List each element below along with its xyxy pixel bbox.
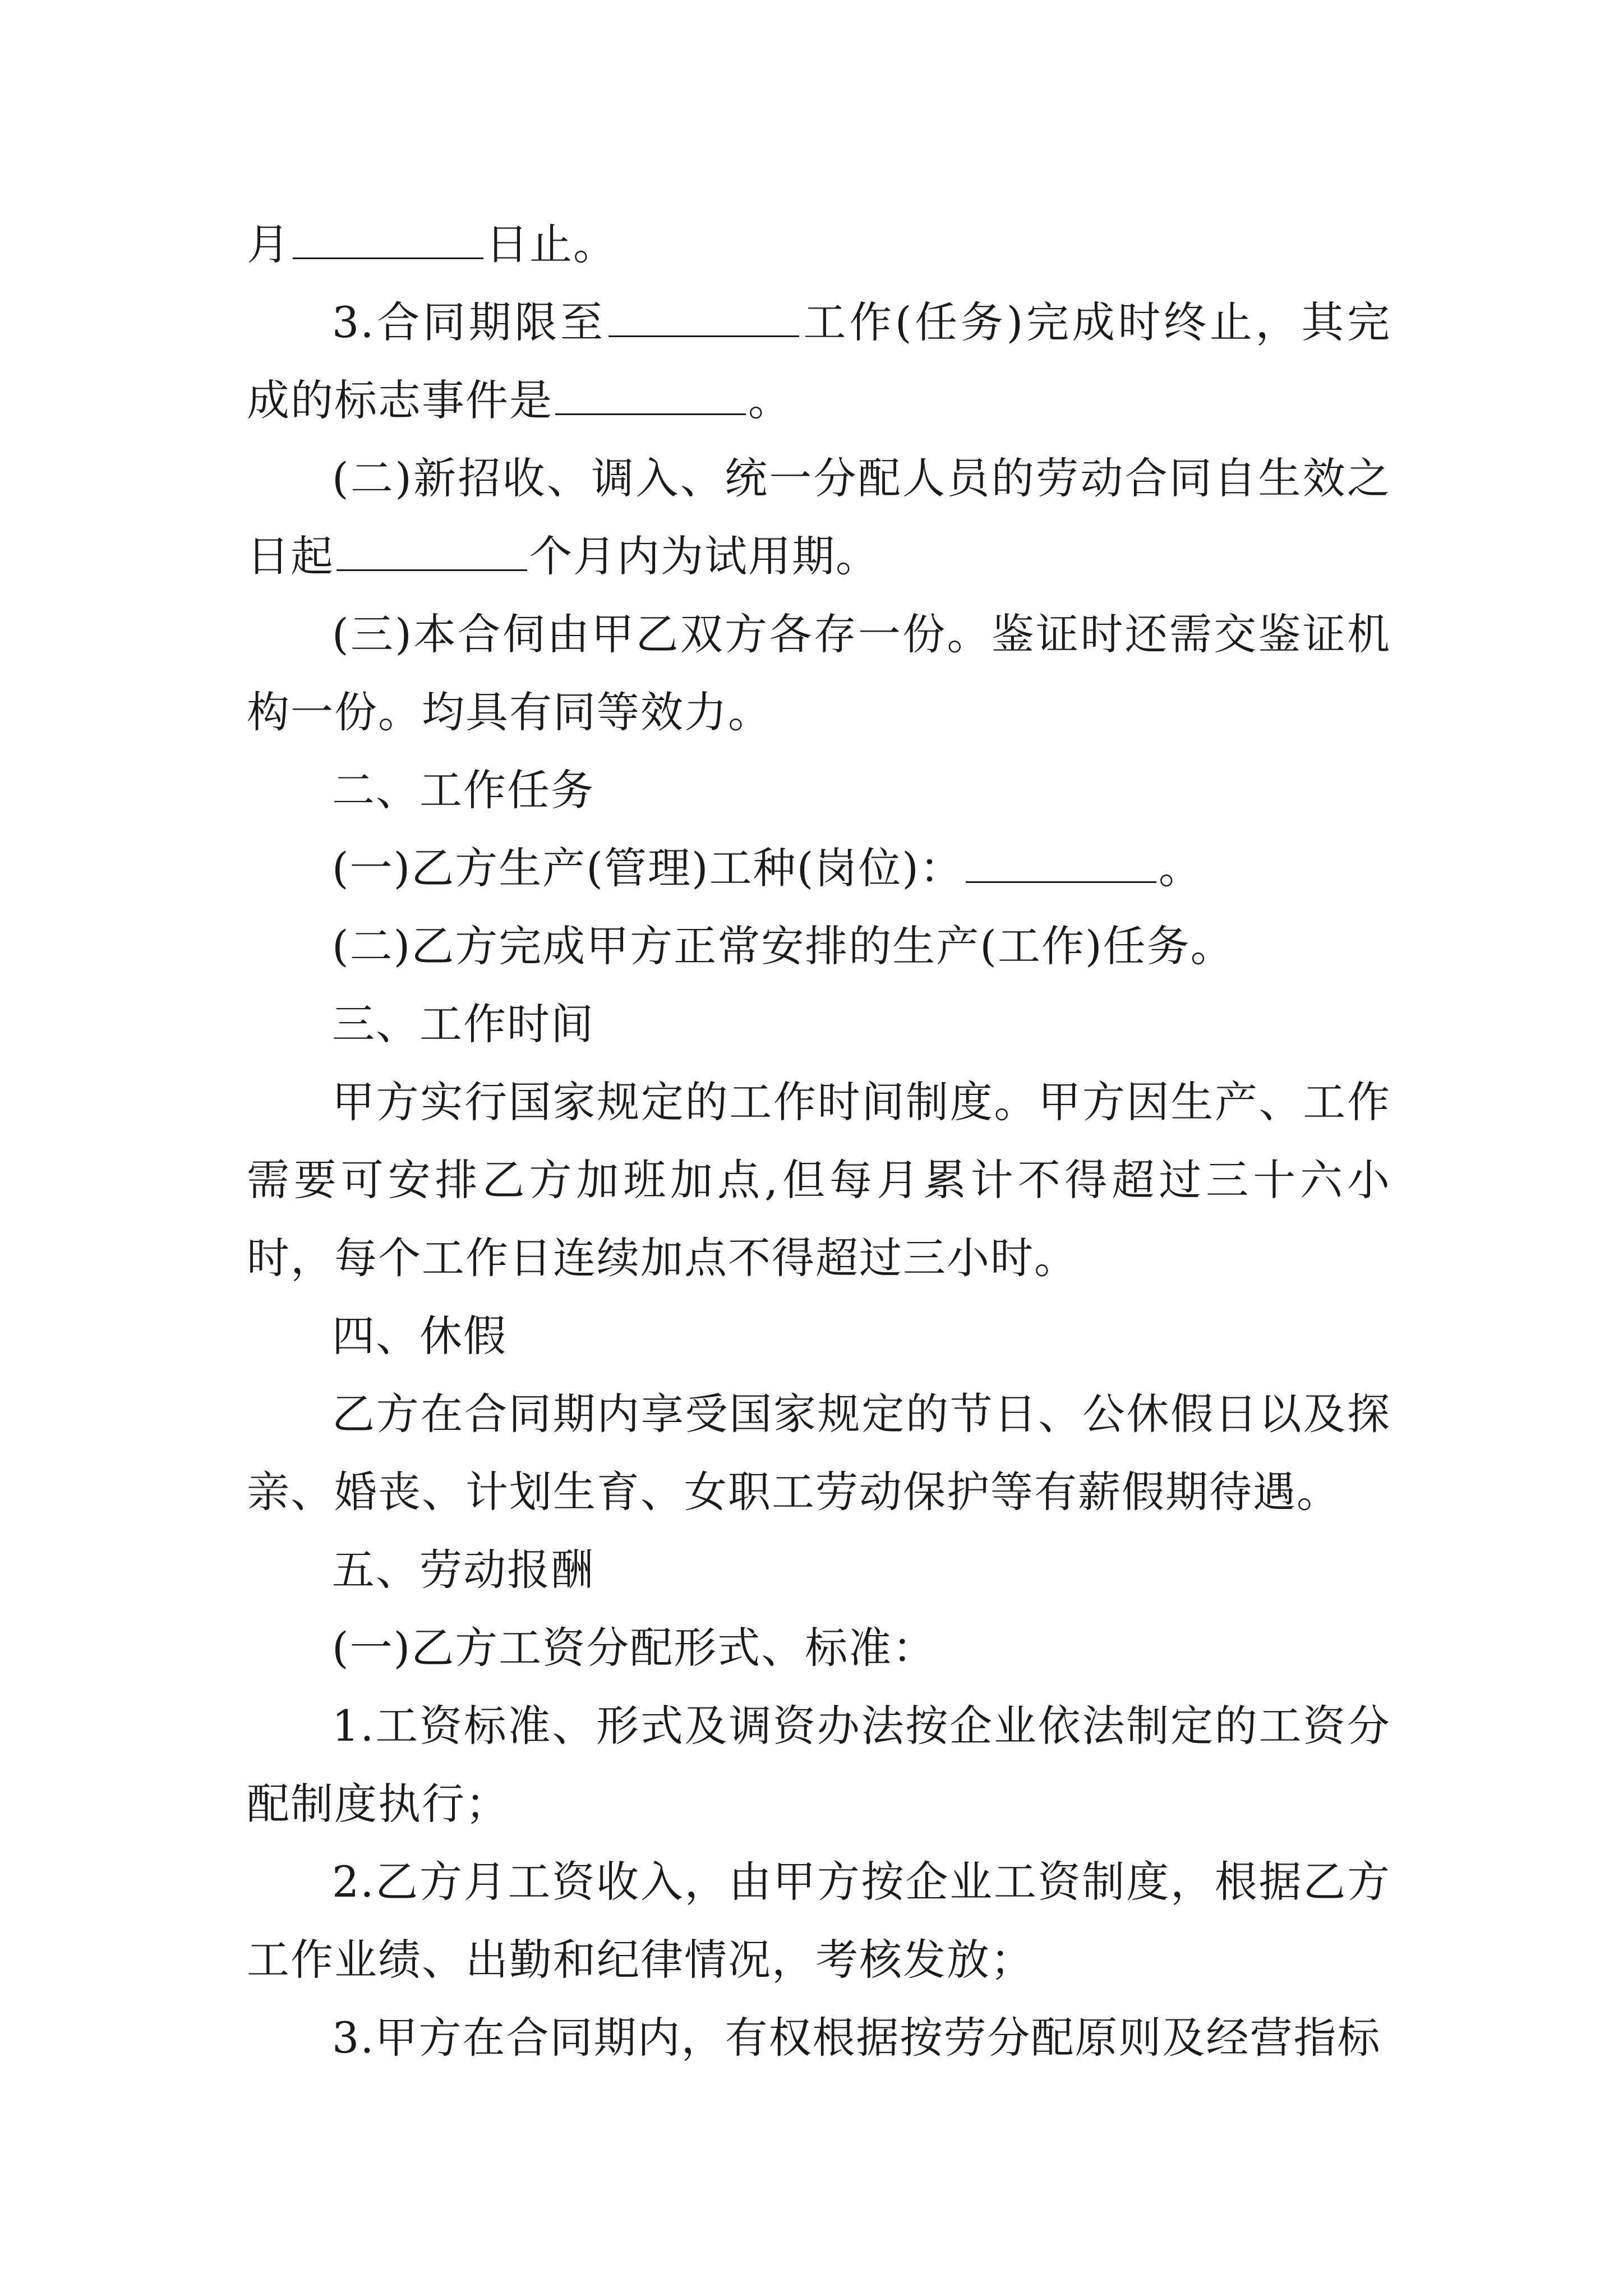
paragraph-text: 二、工作任务 <box>332 765 594 815</box>
paragraph-text: 日止。 <box>486 219 617 269</box>
paragraph <box>247 1375 1391 1531</box>
paragraph-text: (一)乙方生产(管理)工种(岗位)： <box>332 843 963 893</box>
paragraph-text: 三、工作时间 <box>332 999 594 1049</box>
paragraph <box>247 1843 1391 1999</box>
paragraph-text: 1.工资标准、形式及调资办法按企业依法制定的工资分配制度执行； <box>247 1701 1391 1829</box>
paragraph-text: 乙方在合同期内享受国家规定的节日、公休假日以及探亲、婚丧、计划生育、女职工劳动保护等有薪假期待遇。 <box>247 1389 1391 1517</box>
fill-in-blank <box>966 848 1156 883</box>
paragraph <box>247 205 1391 283</box>
fill-in-blank <box>336 536 527 571</box>
paragraph-text: (三)本合伺由甲乙双方各存一份。鉴证时还需交鉴证机构一份。均具有同等效力。 <box>247 609 1391 737</box>
paragraph <box>247 283 1391 439</box>
paragraph-text: 3.合同期限至 <box>332 297 606 347</box>
paragraph <box>247 1063 1391 1297</box>
paragraph <box>247 1609 1391 1687</box>
paragraph-text: 。 <box>748 375 792 425</box>
paragraph <box>247 907 1391 985</box>
paragraph <box>247 1297 1391 1375</box>
paragraph-text: 四、休假 <box>332 1311 507 1361</box>
contract-text-body <box>247 205 1391 2077</box>
paragraph-text: 五、劳动报酬 <box>332 1545 594 1595</box>
paragraph <box>247 1531 1391 1609</box>
paragraph-text: 3.甲方在合同期内，有权根据按劳分配原则及经营指标 <box>332 2013 1381 2063</box>
paragraph <box>247 439 1391 595</box>
paragraph-text: 月 <box>247 219 291 269</box>
paragraph <box>247 1999 1391 2077</box>
paragraph <box>247 829 1391 907</box>
paragraph-text: 2.乙方月工资收入，由甲方按企业工资制度，根据乙方工作业绩、出勤和纪律情况，考核发放； <box>247 1857 1391 1985</box>
paragraph <box>247 751 1391 829</box>
paragraph <box>247 595 1391 751</box>
paragraph-text: (二)新招收、调入、统一分配人员的劳动合同自生效之日起 <box>247 453 1391 581</box>
fill-in-blank <box>293 224 483 259</box>
paragraph-text: 工作(任务)完成时终止，其完成的标志事件是 <box>247 297 1391 425</box>
paragraph-text: 。 <box>1158 843 1202 893</box>
fill-in-blank <box>555 380 746 415</box>
paragraph <box>247 985 1391 1063</box>
paragraph-text: 甲方实行国家规定的工作时间制度。甲方因生产、工作需要可安排乙方加班加点,但每月累计不得超过三十六小时，每个工作日连续加点不得超过三小时。 <box>247 1077 1391 1283</box>
paragraph-text: (二)乙方完成甲方正常安排的生产(工作)任务。 <box>332 921 1234 971</box>
paragraph-text: 个月内为试用期。 <box>529 531 879 581</box>
paragraph-text: (一)乙方工资分配形式、标准： <box>332 1623 937 1673</box>
fill-in-blank <box>608 302 799 337</box>
paragraph <box>247 1687 1391 1843</box>
